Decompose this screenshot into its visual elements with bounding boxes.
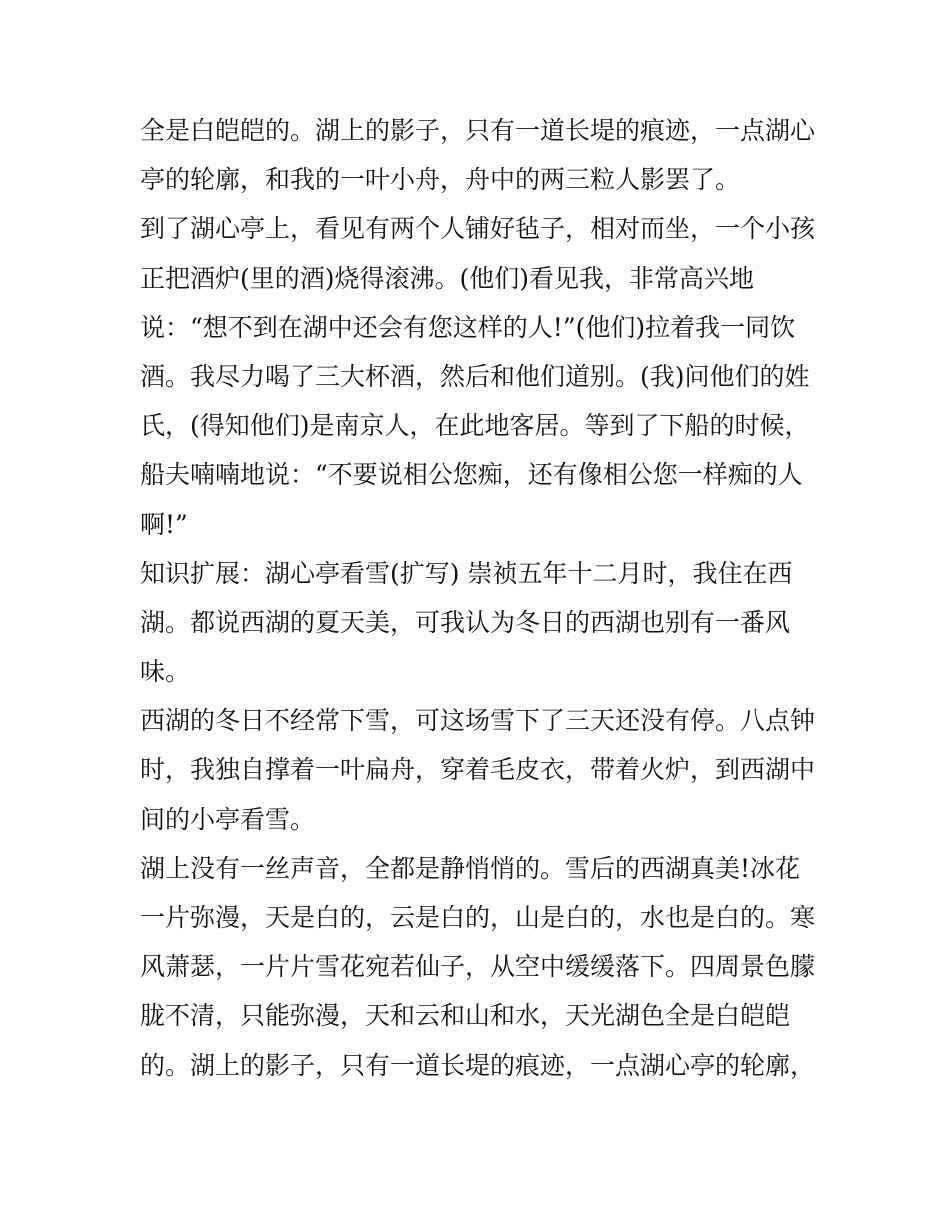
text-line: 风萧瑟，一片片雪花宛若仙子，从空中缓缓落下。四周景色朦 bbox=[140, 952, 816, 982]
text-line: 啊!” bbox=[140, 509, 188, 539]
text-line: 正把酒炉(里的酒)烧得滚沸。(他们)看见我，非常高兴地 bbox=[140, 263, 755, 293]
text-line: 湖。都说西湖的夏天美，可我认为冬日的西湖也别有一番风 bbox=[140, 607, 791, 637]
text-line: 间的小亭看雪。 bbox=[140, 804, 316, 834]
text-line: 说：“想不到在湖中还会有您这样的人!”(他们)拉着我一同饮 bbox=[140, 312, 796, 342]
text-line: 湖上没有一丝声音，全都是静悄悄的。雪后的西湖真美!冰花 bbox=[140, 853, 801, 883]
text-line: 西湖的冬日不经常下雪，可这场雪下了三天还没有停。八点钟 bbox=[140, 706, 816, 736]
document-body bbox=[140, 106, 820, 1090]
text-line: 氏，(得知他们)是南京人，在此地客居。等到了下船的时候， bbox=[140, 411, 810, 441]
text-line: 全是白皑皑的。湖上的影子，只有一道长堤的痕迹，一点湖心 bbox=[140, 116, 816, 145]
text-line: 亭的轮廓，和我的一叶小舟，舟中的两三粒人影罢了。 bbox=[140, 165, 741, 195]
text-line: 船夫喃喃地说：“不要说相公您痴，还有像相公您一样痴的人 bbox=[140, 460, 803, 490]
text-line: 时，我独自撑着一叶扁舟，穿着毛皮衣，带着火炉，到西湖中 bbox=[140, 755, 816, 785]
text-line: 酒。我尽力喝了三大杯酒，然后和他们道别。(我)问他们的姓 bbox=[140, 361, 810, 391]
text-line: 到了湖心亭上，看见有两个人铺好毡子，相对而坐，一个小孩 bbox=[140, 214, 816, 244]
text-line: 味。 bbox=[140, 657, 191, 687]
text-line: 的。湖上的影子，只有一道长堤的痕迹，一点湖心亭的轮廓， bbox=[140, 1050, 816, 1080]
text-line: 胧不清，只能弥漫，天和云和山和水，天光湖色全是白皑皑 bbox=[140, 1001, 791, 1031]
text-line: 知识扩展：湖心亭看雪(扩写) 崇祯五年十二月时，我住在西 bbox=[140, 558, 793, 588]
text-line: 一片弥漫，天是白的，云是白的，山是白的，水也是白的。寒 bbox=[140, 903, 816, 932]
